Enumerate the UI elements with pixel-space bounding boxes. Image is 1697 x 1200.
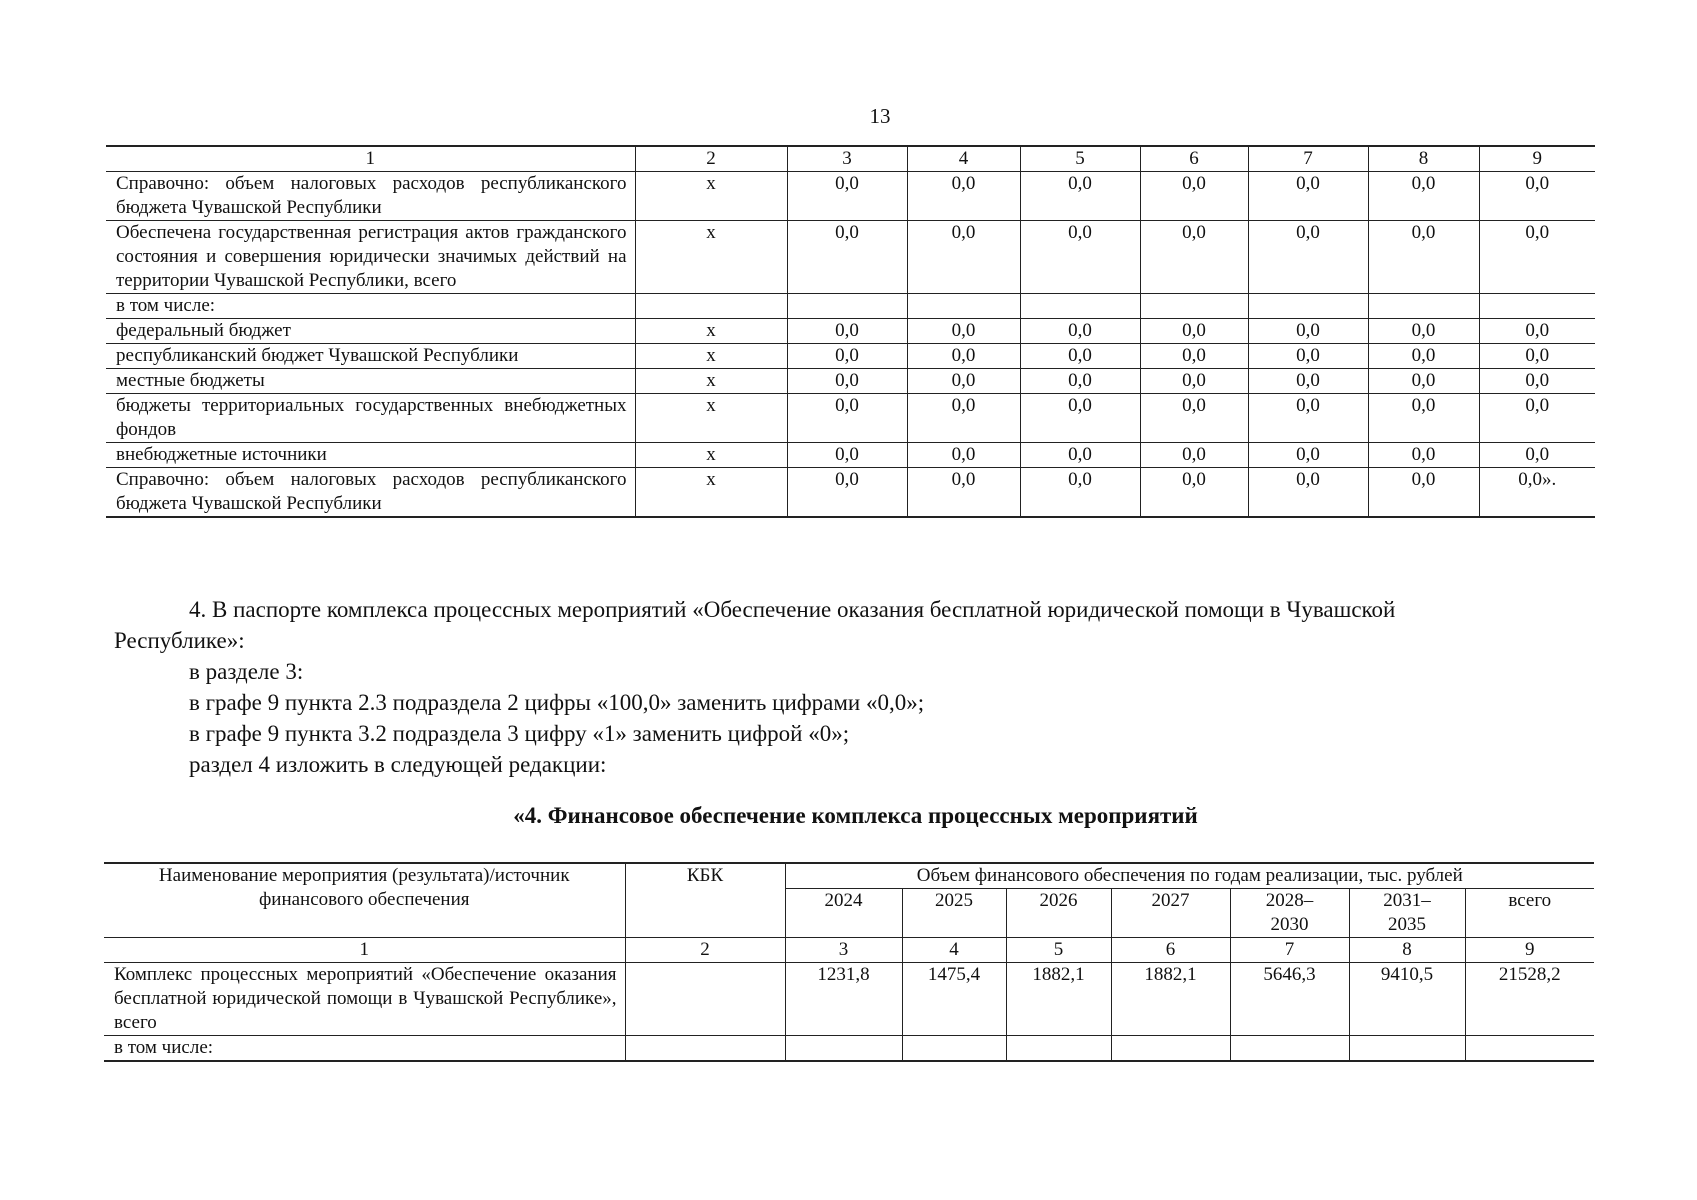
header-year: 2031– 2035 — [1349, 889, 1465, 938]
row-value: 0,0 — [1020, 319, 1140, 344]
row-kbk — [635, 294, 787, 319]
row-kbk: x — [635, 319, 787, 344]
row-value: 0,0 — [1479, 319, 1595, 344]
paragraph-line: Республике»: — [114, 628, 245, 653]
column-number: 4 — [907, 146, 1020, 172]
row-value: 21528,2 — [1465, 963, 1594, 1036]
row-value: 0,0 — [907, 319, 1020, 344]
row-value: 0,0 — [1479, 394, 1595, 443]
row-kbk: x — [635, 443, 787, 468]
header-year: 2025 — [902, 889, 1006, 938]
row-value: 0,0 — [1020, 394, 1140, 443]
header-kbk-column: КБК — [625, 863, 785, 938]
table-row — [106, 344, 1595, 369]
row-value — [1111, 1036, 1230, 1062]
row-value — [1349, 1036, 1465, 1062]
row-value: 0,0 — [1248, 221, 1368, 294]
row-value: 0,0 — [787, 369, 907, 394]
column-number: 6 — [1111, 938, 1230, 963]
section-heading: «4. Финансовое обеспечение комплекса процессных мероприятий — [513, 803, 1198, 828]
row-kbk: x — [635, 369, 787, 394]
row-value — [787, 294, 907, 319]
page-number: 13 — [869, 104, 891, 128]
row-name: внебюджетные источники — [106, 443, 635, 468]
row-name: Комплекс процессных мероприятий «Обеспечение оказания бесплатной юридической помощи в Чувашской Республике», всего — [104, 963, 625, 1036]
column-number: 5 — [1020, 146, 1140, 172]
row-value: 0,0 — [1248, 443, 1368, 468]
paragraph-line: 4. В паспорте комплекса процессных мероприятий «Обеспечение оказания бесплатной юридической помощи в Чувашской — [189, 597, 1396, 622]
row-value: 0,0 — [1020, 369, 1140, 394]
header-year: 2027 — [1111, 889, 1230, 938]
row-value: 0,0 — [1368, 468, 1479, 518]
row-value: 0,0 — [1248, 319, 1368, 344]
paragraph-line: раздел 4 изложить в следующей редакции: — [189, 752, 607, 777]
header-year: 2028– 2030 — [1230, 889, 1349, 938]
row-value — [1479, 294, 1595, 319]
row-value — [1465, 1036, 1594, 1062]
row-kbk: x — [635, 221, 787, 294]
row-value: 0,0 — [1479, 443, 1595, 468]
row-value: 0,0 — [787, 394, 907, 443]
paragraph-line: в графе 9 пункта 2.3 подраздела 2 цифры «100,0» заменить цифрами «0,0»; — [189, 690, 925, 715]
table-row — [104, 963, 1594, 1036]
column-number: 4 — [902, 938, 1006, 963]
row-value: 0,0 — [907, 344, 1020, 369]
row-value — [1006, 1036, 1111, 1062]
header-year: всего — [1465, 889, 1594, 938]
row-name: Обеспечена государственная регистрация актов гражданского состояния и совершения юридически значимых действий на территории Чувашской Республики, всего — [106, 221, 635, 294]
row-value: 0,0 — [787, 319, 907, 344]
column-number: 2 — [625, 938, 785, 963]
paragraph-line: в графе 9 пункта 3.2 подраздела 3 цифру «1» заменить цифрой «0»; — [189, 721, 850, 746]
row-value: 0,0 — [787, 221, 907, 294]
row-value — [1248, 294, 1368, 319]
row-value: 0,0 — [1020, 221, 1140, 294]
row-value — [1230, 1036, 1349, 1062]
row-value: 0,0 — [1248, 344, 1368, 369]
row-value: 0,0 — [1368, 394, 1479, 443]
row-value: 0,0 — [1479, 172, 1595, 221]
funding-table-continued — [106, 145, 1595, 518]
row-value: 0,0 — [1140, 344, 1248, 369]
row-value: 0,0 — [1140, 221, 1248, 294]
column-number-row — [104, 938, 1594, 963]
table-row — [106, 443, 1595, 468]
row-value: 0,0 — [1368, 443, 1479, 468]
column-number: 9 — [1465, 938, 1594, 963]
column-number: 1 — [104, 938, 625, 963]
table-row — [106, 394, 1595, 443]
row-value: 0,0 — [907, 172, 1020, 221]
row-value: 0,0 — [1248, 172, 1368, 221]
row-value — [785, 1036, 902, 1062]
row-name: республиканский бюджет Чувашской Республики — [106, 344, 635, 369]
row-name: федеральный бюджет — [106, 319, 635, 344]
header-year: 2024 — [785, 889, 902, 938]
column-number: 2 — [635, 146, 787, 172]
row-value: 1475,4 — [902, 963, 1006, 1036]
table-row — [106, 221, 1595, 294]
column-number: 5 — [1006, 938, 1111, 963]
row-kbk: x — [635, 344, 787, 369]
row-value: 0,0 — [1020, 344, 1140, 369]
row-value: 0,0 — [1020, 443, 1140, 468]
row-value: 0,0 — [1479, 344, 1595, 369]
row-kbk: x — [635, 468, 787, 518]
column-number: 1 — [106, 146, 635, 172]
column-number: 8 — [1368, 146, 1479, 172]
amendment-paragraph — [114, 594, 1598, 780]
row-value: 0,0 — [1368, 344, 1479, 369]
row-value: 0,0 — [1140, 369, 1248, 394]
row-kbk: x — [635, 172, 787, 221]
column-number: 3 — [785, 938, 902, 963]
column-number: 7 — [1248, 146, 1368, 172]
funding-table — [104, 862, 1594, 1062]
row-value: 1882,1 — [1006, 963, 1111, 1036]
column-number-row — [106, 146, 1595, 172]
row-name: Справочно: объем налоговых расходов республиканского бюджета Чувашской Республики — [106, 468, 635, 518]
column-number: 8 — [1349, 938, 1465, 963]
column-number: 3 — [787, 146, 907, 172]
row-name: Справочно: объем налоговых расходов республиканского бюджета Чувашской Республики — [106, 172, 635, 221]
row-value: 0,0». — [1479, 468, 1595, 518]
row-name: местные бюджеты — [106, 369, 635, 394]
header-row — [104, 863, 1594, 889]
row-name: бюджеты территориальных государственных внебюджетных фондов — [106, 394, 635, 443]
column-number: 7 — [1230, 938, 1349, 963]
row-value: 0,0 — [907, 468, 1020, 518]
column-number: 9 — [1479, 146, 1595, 172]
row-value: 0,0 — [1368, 369, 1479, 394]
row-value: 0,0 — [907, 369, 1020, 394]
row-value: 0,0 — [1140, 468, 1248, 518]
row-value: 5646,3 — [1230, 963, 1349, 1036]
row-kbk — [625, 963, 785, 1036]
row-value: 0,0 — [1020, 468, 1140, 518]
row-value — [1020, 294, 1140, 319]
table-row — [106, 369, 1595, 394]
row-value: 0,0 — [787, 344, 907, 369]
row-value: 9410,5 — [1349, 963, 1465, 1036]
row-value: 0,0 — [1479, 369, 1595, 394]
row-value: 0,0 — [787, 443, 907, 468]
row-value: 0,0 — [1140, 443, 1248, 468]
row-kbk: x — [635, 394, 787, 443]
row-value: 0,0 — [1368, 221, 1479, 294]
row-value: 1882,1 — [1111, 963, 1230, 1036]
row-value: 0,0 — [1248, 394, 1368, 443]
header-volume-column: Объем финансового обеспечения по годам реализации, тыс. рублей — [785, 863, 1594, 889]
row-kbk — [625, 1036, 785, 1062]
table-row — [106, 294, 1595, 319]
row-value: 0,0 — [1368, 172, 1479, 221]
row-value: 0,0 — [1140, 172, 1248, 221]
row-value: 0,0 — [787, 468, 907, 518]
row-value — [902, 1036, 1006, 1062]
table-row — [106, 319, 1595, 344]
row-value: 0,0 — [907, 221, 1020, 294]
column-number: 6 — [1140, 146, 1248, 172]
row-name: в том числе: — [106, 294, 635, 319]
row-value: 0,0 — [1140, 394, 1248, 443]
row-value: 0,0 — [907, 394, 1020, 443]
row-value: 0,0 — [787, 172, 907, 221]
row-value: 1231,8 — [785, 963, 902, 1036]
row-value: 0,0 — [1248, 369, 1368, 394]
row-value — [1368, 294, 1479, 319]
row-value: 0,0 — [1140, 319, 1248, 344]
row-value: 0,0 — [1479, 221, 1595, 294]
paragraph-line: в разделе 3: — [189, 659, 304, 684]
row-value: 0,0 — [1368, 319, 1479, 344]
row-value — [1140, 294, 1248, 319]
row-value: 0,0 — [1020, 172, 1140, 221]
table-row — [106, 172, 1595, 221]
table-row — [106, 468, 1595, 518]
header-name-column: Наименование мероприятия (результата)/источник финансового обеспечения — [104, 863, 625, 938]
row-name: в том числе: — [104, 1036, 625, 1062]
row-value: 0,0 — [907, 443, 1020, 468]
row-value — [907, 294, 1020, 319]
row-value: 0,0 — [1248, 468, 1368, 518]
table-row — [104, 1036, 1594, 1062]
header-year: 2026 — [1006, 889, 1111, 938]
